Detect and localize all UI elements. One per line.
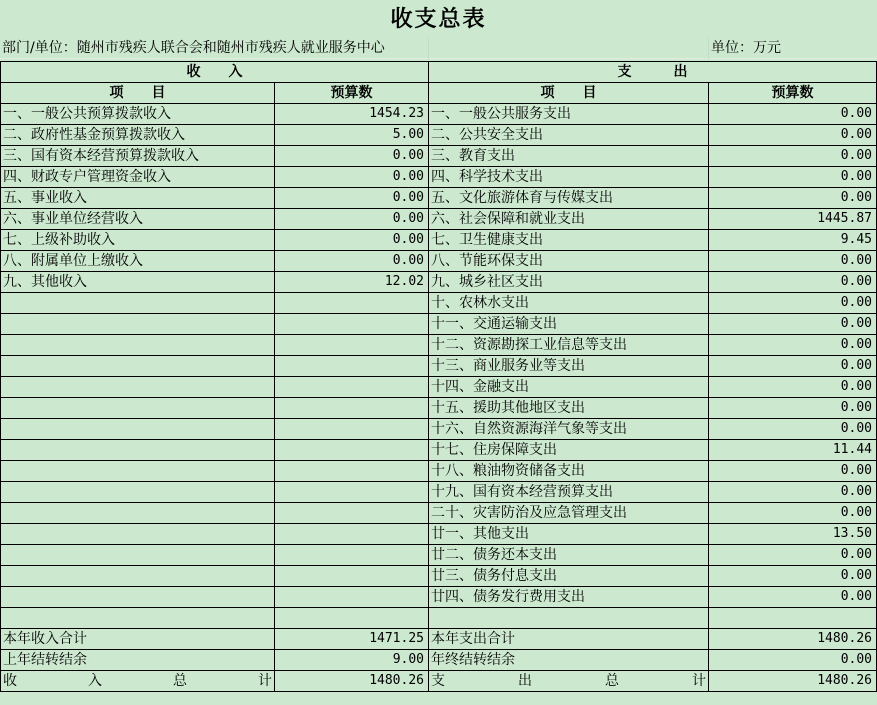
table-row	[1, 314, 877, 335]
expense-item-cell: 支 出 总 计	[429, 671, 709, 692]
income-item-cell	[1, 566, 275, 587]
department-label: 部门/单位：随州市残疾人联合会和随州市残疾人就业服务中心	[2, 40, 385, 56]
income-item-cell: 二、政府性基金预算拨款收入	[1, 125, 275, 146]
table-row	[1, 650, 877, 671]
expense-amount-cell: 13.50	[709, 524, 877, 545]
cell-divider	[708, 38, 709, 59]
expense-amount-cell: 0.00	[709, 545, 877, 566]
income-item-cell	[1, 377, 275, 398]
expense-item-cell: 十四、金融支出	[429, 377, 709, 398]
income-amount-cell: 0.00	[275, 230, 429, 251]
income-item-cell	[1, 335, 275, 356]
expense-item-cell: 三、教育支出	[429, 146, 709, 167]
income-item-column-header: 项 目	[1, 83, 275, 104]
expense-item-cell: 五、文化旅游体育与传媒支出	[429, 188, 709, 209]
income-item-cell: 收 入 总 计	[1, 671, 275, 692]
expense-item-cell: 十一、交通运输支出	[429, 314, 709, 335]
table-row	[1, 671, 877, 692]
income-item-cell	[1, 545, 275, 566]
income-amount-cell	[275, 587, 429, 608]
table-row	[1, 524, 877, 545]
income-amount-column-header: 预算数	[275, 83, 429, 104]
income-amount-cell: 0.00	[275, 167, 429, 188]
income-item-cell	[1, 608, 275, 629]
expense-amount-cell: 1480.26	[709, 671, 877, 692]
income-item-cell: 一、一般公共预算拨款收入	[1, 104, 275, 125]
income-item-cell: 三、国有资本经营预算拨款收入	[1, 146, 275, 167]
income-item-cell	[1, 482, 275, 503]
expense-item-cell: 十二、资源勘探工业信息等支出	[429, 335, 709, 356]
income-amount-cell	[275, 293, 429, 314]
table-row	[1, 230, 877, 251]
income-amount-cell	[275, 461, 429, 482]
expense-amount-cell: 0.00	[709, 356, 877, 377]
expense-amount-cell: 0.00	[709, 398, 877, 419]
expense-item-cell: 六、社会保障和就业支出	[429, 209, 709, 230]
income-section-header: 收 入	[1, 62, 429, 83]
table-row	[1, 167, 877, 188]
expense-amount-cell: 0.00	[709, 314, 877, 335]
expense-section-header: 支 出	[429, 62, 877, 83]
expense-item-cell: 九、城乡社区支出	[429, 272, 709, 293]
table-row	[1, 398, 877, 419]
expense-amount-cell: 0.00	[709, 146, 877, 167]
cell-divider	[428, 38, 429, 59]
income-item-cell: 上年结转结余	[1, 650, 275, 671]
expense-item-cell: 四、科学技术支出	[429, 167, 709, 188]
expense-amount-cell: 0.00	[709, 377, 877, 398]
expense-amount-column-header: 预算数	[709, 83, 877, 104]
expense-amount-cell: 0.00	[709, 188, 877, 209]
page-title: 收支总表	[390, 7, 487, 32]
table-row	[1, 419, 877, 440]
expense-amount-cell: 0.00	[709, 104, 877, 125]
expense-amount-cell: 0.00	[709, 650, 877, 671]
income-item-cell	[1, 587, 275, 608]
expense-amount-cell: 0.00	[709, 566, 877, 587]
expense-amount-cell	[709, 608, 877, 629]
income-item-cell	[1, 503, 275, 524]
income-item-cell	[1, 293, 275, 314]
expense-item-cell: 十三、商业服务业等支出	[429, 356, 709, 377]
expense-item-cell: 十七、住房保障支出	[429, 440, 709, 461]
income-amount-cell: 0.00	[275, 146, 429, 167]
expense-amount-cell: 0.00	[709, 503, 877, 524]
income-item-cell	[1, 314, 275, 335]
table-row	[1, 188, 877, 209]
income-amount-cell	[275, 419, 429, 440]
expense-item-cell: 七、卫生健康支出	[429, 230, 709, 251]
expense-item-cell: 廿二、债务还本支出	[429, 545, 709, 566]
unit-info-row	[0, 38, 877, 59]
table-row	[1, 461, 877, 482]
income-amount-cell: 9.00	[275, 650, 429, 671]
income-item-cell: 九、其他收入	[1, 272, 275, 293]
income-amount-cell: 1471.25	[275, 629, 429, 650]
expense-amount-cell: 11.44	[709, 440, 877, 461]
expense-amount-cell: 0.00	[709, 167, 877, 188]
income-item-cell	[1, 398, 275, 419]
expense-amount-cell: 0.00	[709, 587, 877, 608]
income-amount-cell	[275, 482, 429, 503]
expense-item-cell: 本年支出合计	[429, 629, 709, 650]
income-item-cell: 六、事业单位经营收入	[1, 209, 275, 230]
table-row	[1, 335, 877, 356]
expense-item-cell: 十六、自然资源海洋气象等支出	[429, 419, 709, 440]
income-item-cell: 五、事业收入	[1, 188, 275, 209]
income-amount-cell	[275, 524, 429, 545]
income-item-cell	[1, 419, 275, 440]
unit-label: 单位：万元	[711, 40, 781, 56]
table-row	[1, 482, 877, 503]
expense-amount-cell: 1480.26	[709, 629, 877, 650]
expense-amount-cell: 0.00	[709, 419, 877, 440]
expense-item-cell: 一、一般公共服务支出	[429, 104, 709, 125]
table-row	[1, 356, 877, 377]
expense-item-cell: 廿四、债务发行费用支出	[429, 587, 709, 608]
table-row	[1, 566, 877, 587]
table-row	[1, 608, 877, 629]
income-amount-cell	[275, 314, 429, 335]
expense-amount-cell: 1445.87	[709, 209, 877, 230]
income-amount-cell: 0.00	[275, 188, 429, 209]
income-amount-cell	[275, 566, 429, 587]
income-amount-cell: 0.00	[275, 209, 429, 230]
expense-item-cell: 二、公共安全支出	[429, 125, 709, 146]
income-amount-cell	[275, 503, 429, 524]
table-row	[1, 251, 877, 272]
table-row	[1, 545, 877, 566]
expense-item-cell: 廿三、债务付息支出	[429, 566, 709, 587]
income-amount-cell	[275, 335, 429, 356]
income-amount-cell	[275, 356, 429, 377]
expense-amount-cell: 0.00	[709, 482, 877, 503]
table-row	[1, 146, 877, 167]
expense-item-cell: 二十、灾害防治及应急管理支出	[429, 503, 709, 524]
expense-item-cell: 十八、粮油物资储备支出	[429, 461, 709, 482]
table-row	[1, 503, 877, 524]
expense-item-cell: 十、农林水支出	[429, 293, 709, 314]
income-item-cell	[1, 440, 275, 461]
income-amount-cell: 5.00	[275, 125, 429, 146]
income-item-cell: 四、财政专户管理资金收入	[1, 167, 275, 188]
table-row	[1, 377, 877, 398]
expense-amount-cell: 0.00	[709, 125, 877, 146]
expense-item-cell: 八、节能环保支出	[429, 251, 709, 272]
table-row	[1, 104, 877, 125]
expense-amount-cell: 0.00	[709, 251, 877, 272]
income-item-cell	[1, 461, 275, 482]
expense-amount-cell: 9.45	[709, 230, 877, 251]
income-amount-cell	[275, 608, 429, 629]
income-amount-cell: 1454.23	[275, 104, 429, 125]
expense-amount-cell: 0.00	[709, 293, 877, 314]
income-item-cell	[1, 356, 275, 377]
table-row	[1, 629, 877, 650]
expense-item-cell	[429, 608, 709, 629]
table-row	[1, 209, 877, 230]
expense-item-cell: 十五、援助其他地区支出	[429, 398, 709, 419]
income-amount-cell	[275, 440, 429, 461]
expense-item-cell: 年终结转结余	[429, 650, 709, 671]
expense-item-cell: 廿一、其他支出	[429, 524, 709, 545]
table-row	[1, 272, 877, 293]
income-amount-cell	[275, 545, 429, 566]
income-item-cell: 七、上级补助收入	[1, 230, 275, 251]
expense-amount-cell: 0.00	[709, 461, 877, 482]
expense-item-column-header: 项 目	[429, 83, 709, 104]
budget-summary-table	[0, 61, 877, 692]
expense-amount-cell: 0.00	[709, 335, 877, 356]
income-amount-cell: 0.00	[275, 251, 429, 272]
income-amount-cell	[275, 377, 429, 398]
column-header-row	[1, 83, 877, 104]
income-amount-cell: 12.02	[275, 272, 429, 293]
expense-amount-cell: 0.00	[709, 272, 877, 293]
table-row	[1, 293, 877, 314]
table-row	[1, 440, 877, 461]
income-amount-cell: 1480.26	[275, 671, 429, 692]
expense-item-cell: 十九、国有资本经营预算支出	[429, 482, 709, 503]
income-item-cell	[1, 524, 275, 545]
income-item-cell: 本年收入合计	[1, 629, 275, 650]
income-item-cell: 八、附属单位上缴收入	[1, 251, 275, 272]
income-amount-cell	[275, 398, 429, 419]
table-row	[1, 125, 877, 146]
table-row	[1, 587, 877, 608]
section-header-row	[1, 62, 877, 83]
